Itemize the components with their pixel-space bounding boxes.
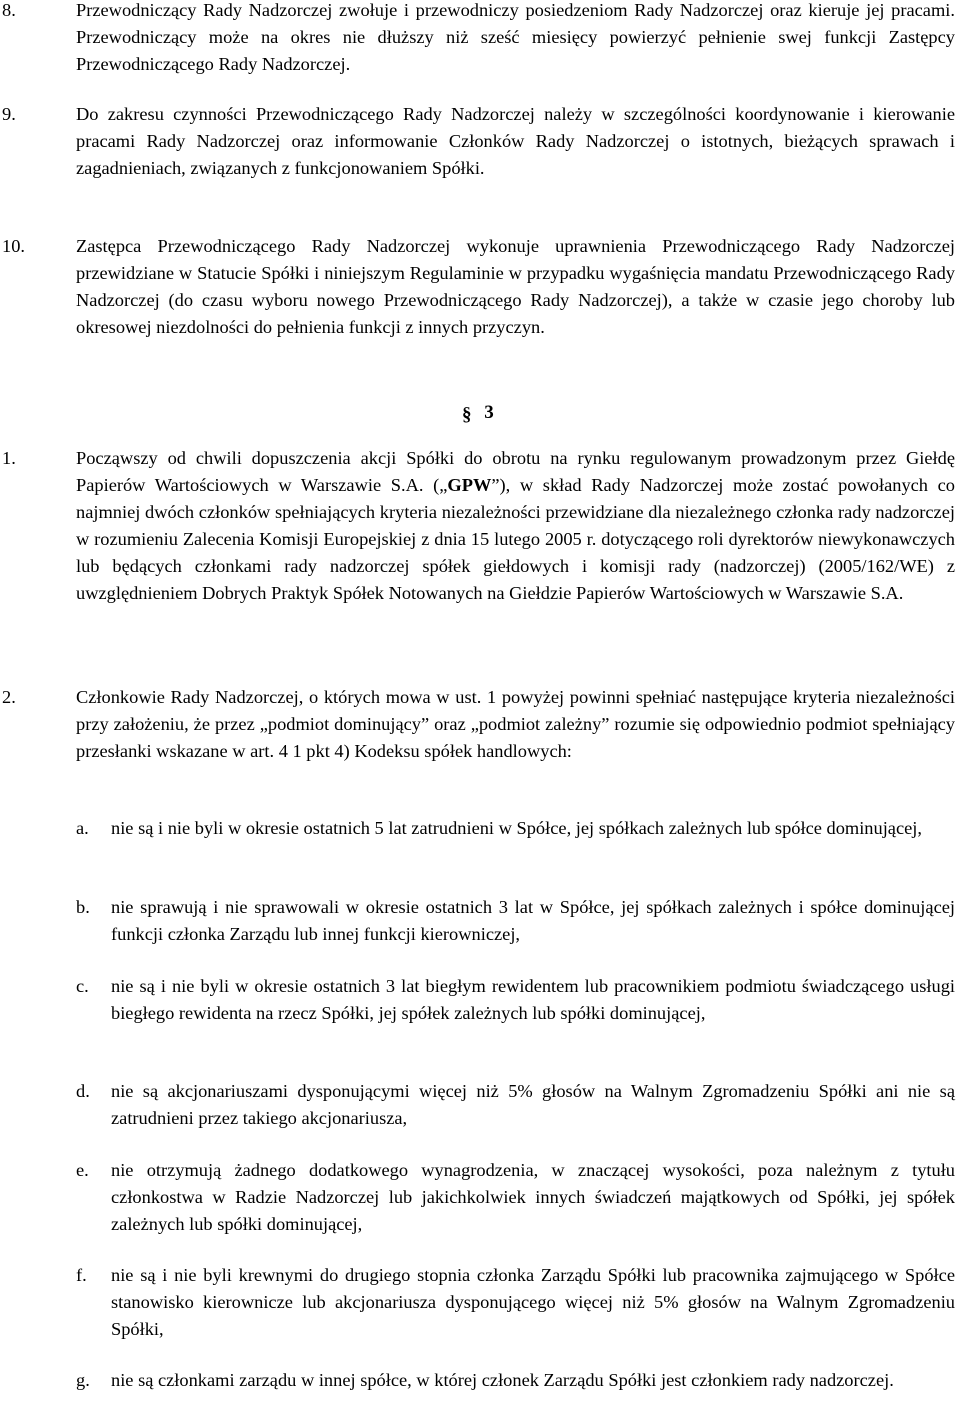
paragraph-text-end: ”), w skład Rady Nadzorczej może zostać powołanych co najmniej dwóch członków spełniających kryteria niezależności przewidziane dla niezależnego członka rady nadzorczej w rozumieniu Zalecenia Komisji Europejskiej z dnia 15 lutego 2005 r. dotyczącego roli dyrektorów niewykonawczych lub będących członkami rady nadzorczej spółek giełdowych i komisji rady (nadzorczej) (2005/162/WE) z uwzględnieniem Dobrych Praktyk Spółek Notowanych na Giełdzie Papierów Wartościowych w Warszawie S.A. [76, 475, 955, 603]
paragraph-text: Przewodniczący Rady Nadzorczej zwołuje i przewodniczy posiedzeniom Rady Nadzorczej oraz kieruje jej pracami. Przewodniczący może na okres nie dłuższy niż sześć miesięcy powierzyć pełnienie swej funkcji Zastępcy Przewodniczącego Rady Nadzorczej. [76, 0, 955, 74]
criteria-letter: e. [76, 1160, 89, 1180]
paragraph-text: Członkowie Rady Nadzorczej, o których mowa w ust. 1 powyżej powinni spełniać następujące kryteria niezależności przy założeniu, że przez „podmiot dominujący” oraz „podmiot zależny” rozumie się odpowiednio podmiot spełniający przesłanki wskazane w art. 4 1 pkt 4) Kodeksu spółek handlowych: [76, 687, 955, 761]
criteria-text: nie są i nie byli w okresie ostatnich 3 lat biegłym rewidentem lub pracownikiem podmiotu świadczącego usługi biegłego rewidenta na rzecz Spółki, jej spółek zależnych lub spółki dominującej, [111, 976, 955, 1023]
section-heading [462, 399, 494, 426]
paragraph-number: 1. [2, 448, 16, 468]
section-number: 3 [484, 402, 494, 423]
paragraph-text-start: Począwszy od chwili dopuszczenia akcji Spółki do obrotu na rynku regulowanym prowadzonym przez Giełdę Papierów Wartościowych w Warszawie S.A. („ [76, 448, 955, 495]
paragraph-number: 9. [2, 104, 16, 124]
criteria-letter: b. [76, 897, 90, 917]
paragraph-text: Do zakresu czynności Przewodniczącego Rady Nadzorczej należy w szczególności koordynowanie i kierowanie pracami Rady Nadzorczej oraz informowanie Członków Rady Nadzorczej o istotnych, bieżących sprawach i zagadnieniach, związanych z funkcjonowaniem Spółki. [76, 104, 955, 178]
paragraph-number: 10. [2, 236, 25, 256]
criteria-text: nie są i nie byli w okresie ostatnich 5 lat zatrudnieni w Spółce, jej spółkach zależnych lub spółce dominującej, [111, 818, 922, 838]
criteria-letter: d. [76, 1081, 90, 1101]
paragraph-text [76, 445, 955, 607]
paragraph-number: 2. [2, 687, 16, 707]
section-sign-icon: § [462, 404, 472, 425]
criteria-letter: c. [76, 976, 89, 996]
criteria-text: nie otrzymują żadnego dodatkowego wynagrodzenia, w znaczącej wysokości, poza należnym z tytułu członkostwa w Radzie Nadzorczej lub jakichkolwiek innych świadczeń majątkowych od Spółki, jej spółek zależnych lub spółki dominującej, [111, 1160, 955, 1234]
paragraph-text: Zastępca Przewodniczącego Rady Nadzorczej wykonuje uprawnienia Przewodniczącego Rady Nadzorczej przewidziane w Statucie Spółki i niniejszym Regulaminie w przypadku wygaśnięcia mandatu Przewodniczącego Rady Nadzorczej (do czasu wyboru nowego Przewodniczącego Rady Nadzorczej), a także w czasie jego choroby lub okresowej niezdolności do pełnienia funkcji z innych przyczyn. [76, 236, 955, 337]
criteria-text: nie sprawują i nie sprawowali w okresie ostatnich 3 lat w Spółce, jej spółkach zależnych i spółce dominującej funkcji członka Zarządu lub innej funkcji kierowniczej, [111, 897, 955, 944]
criteria-letter: a. [76, 818, 89, 838]
gpw-abbreviation: GPW [447, 475, 492, 495]
criteria-text: nie są akcjonariuszami dysponującymi więcej niż 5% głosów na Walnym Zgromadzeniu Spółki ani nie są zatrudnieni przez takiego akcjonariusza, [111, 1081, 955, 1128]
paragraph-number: 8. [2, 0, 16, 20]
criteria-text: nie są członkami zarządu w innej spółce, w której członek Zarządu Spółki jest członkiem rady nadzorczej. [111, 1370, 894, 1390]
criteria-letter: f. [76, 1265, 87, 1285]
criteria-text: nie są i nie byli krewnymi do drugiego stopnia członka Zarządu Spółki lub pracownika zajmującego w Spółce stanowisko kierownicze lub akcjonariusza dysponującego więcej niż 5% głosów na Walnym Zgromadzeniu Spółki, [111, 1265, 955, 1339]
criteria-letter: g. [76, 1370, 90, 1390]
